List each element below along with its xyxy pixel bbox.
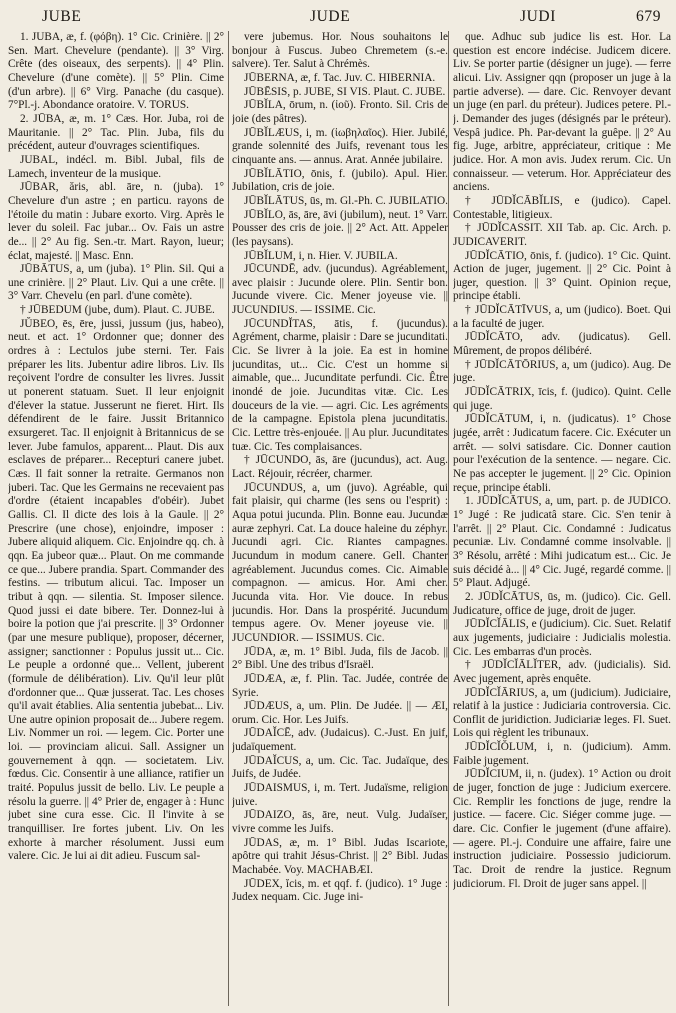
page-number: 679 (636, 8, 662, 25)
header-center-guideword: JUDE (310, 8, 351, 25)
entry-judiciarius: JŪDĬCĬĀRIUS, a, um (judicium). Judiciaire, relatif à la justice : Judiciaria controversia. Cic. Conflit de juridiction. Judiciariæ leges. Fl. Suet. Lois qui règlent les tribunaux. (453, 686, 671, 740)
entry-judicatus-2: 2. JŪDĬCĀTUS, ūs, m. (judico). Cic. Gell. Judicature, office de juge, droit de juger. (453, 590, 671, 617)
entry-judicatio: JŪDĬCĀTIO, ōnis, f. (judico). 1° Cic. Quint. Action de juger, jugement. || 2° Cic. Point à juger, question. || 3° Quint. Opinion reçue, principe établi. (453, 249, 671, 303)
entry-jubila: JŪBĬLA, ōrum, n. (ἰοῦ). Fronto. Sil. Cris de joie (des pâtres). (232, 99, 448, 125)
entry-jubeo: JŬBEO, ēs, ēre, jussi, jussum (jus, habeo), neut. et act. 1° Ordonner que; donner des ordres à : Lectulos jube sterni. Ter. Fais préparer les lits. Jubentur adire libros. Liv. Ils reçoivent l'ordre de consulter les livres. Jussit ut ponerent statuam. Suet. Il leur enjoignit d'élever la statue. Jusserunt ne fieret. Hirt. Ils défendirent de le faire. Jussit Britannico exsurgeret. Tac. Il enjoignit à Britannicus de se lever. Jube famulos, apparent... Plaut. Dis aux esclaves de préparer... Recepturi canere jubet. Cæs. Il fait sonner la retraite. Germanos non juberi. Tac. Que les Germains ne recevaient pas d'ordre (étaient incapables d'obéir). Jubet Gallis. Cl. Il dicte des lois à la Gaule. || 2° Prescrire (une chose), enjoindre, imposer : Jubere aliquid aliquem. Cic. Enjoindre qq. ch. à qqn. Ea jubeor quæ... Plaut. On me commande ce que... Jubere prandia. Spart. Commander des festins. — tributum alicui. Tac. Imposer un tribut à qqn. — silentia. St. Imposer silence. Quod jussi ei date bibere. Ter. Donnez-lui à boire la potion que j'ai prescrite. || 3° Ordonner (par une mesure publique), proposer, décerner, assigner; sanctionner : Populus jussit ut... Cic. Le peuple a ordonné que... Vellent, juberent (formule de délibération). Liv. Qu'il leur plût d'ordonner que... Quæ jusserat. Tac. Les choses qu'il avait établies. Alia sententia jubebat... Liv. Une autre opinion proposait de... Jubere regem. Liv. Nommer un roi. — legem. Cic. Porter une loi. — provinciam alicui. Sall. Assigner un gouvernement à qqn. — societatem. Liv. fœdus. Cic. Consentir à une alliance, ratifier un traité. Populus jussit de bello. Liv. Le peuple a résolu la guerre. || 4° Prier de, engager à : Hunc jubet sine cura esse. Cic. Il l'invite à se tranquilliser. Ire fortes jubent. Liv. On les exhorte à marcher résolument. Jussi eum valere. Cic. Je lui ai dit adieu. Fuscum sal- (8, 317, 224, 863)
entry-judaea: JŪDÆA, æ, f. Plin. Tac. Judée, contrée de Syrie. (232, 672, 448, 699)
entry-judicatrix: JŪDĬCĀTRIX, īcis, f. (judico). Quint. Celle qui juge. (453, 386, 671, 412)
entry-jucundus: JŪCUNDUS, a, um (juvo). Agréable, qui fait plaisir, qui charme (les sens ou l'esprit) : Aqua potui jucunda. Plin. Bonne eau. Jucundæ auræ zephyri. Cat. La douce haleine du zéphyr. Jucundi agri. Cic. Riantes campagnes. Jucundum in modum canere. Gell. Chanter agréablement. Jucundus comes. Cic. Aimable compagnon. — amicus. Hor. Ami cher. Jucunda vita. Hor. Vie douce. In rebus jucundis. Hor. Dans la prospérité. Jucundum tempus agere. Ov. Mener joyeuse vie. || JUCUNDIOR. — ISSIMUS. Cic. (232, 481, 448, 644)
entry-judicativus: † JŪDĬCĀTĪVUS, a, um (judico). Boet. Qui a la faculté de juger. (453, 304, 671, 330)
header-right-guideword: JUDI (520, 8, 556, 25)
entry-judicium: JŪDĬCIUM, ii, n. (judex). 1° Action ou droit de juger, fonction de juge : Judicium exercere. Cic. Remplir les fonctions de juge, rendre la justice. — facere. Cic. Siéger comme juge. — dare. Cic. Confier le jugement (d'une affaire). — agere. Pl.-j. Conduire une affaire, faire une instruction judiciaire. Possessio judiciorum. Tac. Droit de rendre la justice. Regnum judiciorum. Fl. Droit de juger sans appel. || (453, 768, 671, 890)
column-left (8, 31, 224, 1013)
entry-jubilatio: JŪBĬLĀTIO, ōnis, f. (jubilo). Apul. Hier. Jubilation, cris de joie. (232, 167, 448, 194)
entry-judaizo: JŪDAIZO, ās, āre, neut. Vulg. Judaïser, vivre comme les Juifs. (232, 809, 448, 836)
entry-judaice: JŪDAĬCĒ, adv. (Judaicus). C.-Just. En juif, judaïquement. (232, 727, 448, 754)
entry-judicabilis: † JŪDĬCĀBĬLIS, e (judico). Capel. Contestable, litigieux. (453, 194, 671, 221)
entry-judicassit: † JŪDĬCASSIT. XII Tab. ap. Cic. Arch. p. JUDICAVERIT. (453, 222, 671, 248)
entry-judicialiter: † JŪDĬCĬĀLĬTER, adv. (judicialis). Sid. Avec jugement, après enquête. (453, 659, 671, 685)
header-left-guideword: JUBE (42, 8, 82, 25)
entry-jubedum: † JŪBEDUM (jube, dum). Plaut. C. JUBE. (20, 304, 215, 317)
entry-jucunditas: JŪCUNDĬTAS, ātis, f. (jucundus). Agrément, charme, plaisir : Dare se jucunditati. Cic. Se livrer à la joie. Ea est in homine jucunditas, ut... Cic. C'est un homme si aimable, que... Jucunditate perfundi. Cic. Être inondé de joie. Jucunditas vitæ. Cic. Les douceurs de la vie. — agri. Cic. Les agréments de la campagne. Epistola plena jucunditatis. Cic. Lettre très-enjouée. || Au plur. Jucunditates tuæ. Cic. Tes complaisances. (232, 317, 448, 453)
column-divider-left (228, 31, 229, 1006)
entry-judicatum: JŪDĬCĀTUM, i, n. (judicatus). 1° Chose jugée, arrêt : Judicatum facere. Cic. Exécuter un arrêt. — solvi satisdare. Cic. Donner caution pour l'exécution de la sentence. — negare. Cic. Ne pas accepter le jugement. || 2° Cic. Opinion reçue, principe établi. (453, 413, 671, 494)
entry-jubilum: JŪBĬLUM, i, n. Hier. V. JUBILA. (244, 249, 398, 262)
entry-jubilo: JŪBĬLO, ās, āre, āvi (jubilum), neut. 1° Varr. Pousser des cris de joie. || 2° Act. Att. Appeler (les paysans). (232, 208, 448, 248)
entry-jubeo-continued: vere jubemus. Hor. Nous souhaitons le bonjour à Fuscus. Jubeo Chremetem (s.-e. salvere). Ter. Salut à Chrémès. (232, 31, 448, 71)
entry-jubar: JŪBAR, ăris, abl. āre, n. (juba). 1° Chevelure d'un astre ; en particu. rayons de l'étoile du matin : Jubare exorto. Virg. Après le lever du soleil. Fac jubar... Ov. Fais un astre de... || 2° Au fig. Sen.-tr. Mart. Rayon, lueur; éclat, majesté. || Masc. Enn. (8, 181, 224, 262)
entry-judicatus-1: 1. JŪDĬCĀTUS, a, um, part. p. de JUDICO. 1° Jugé : Re judicatâ stare. Cic. S'en tenir à l'arrêt. || 2° Plaut. Cic. Condamné : Judicatus pecuniæ. Liv. Condamné comme insolvable. || 3° Résolu, arrêté : Mihi judicatum est... Cic. Je suis décidé à... || 4° Cic. Jugé, regardé comme. || 5° Plaut. Adjugé. (453, 495, 671, 590)
entry-jucundo: † JŪCUNDO, ās, āre (jucundus), act. Aug. Lact. Réjouir, récréer, charmer. (232, 454, 448, 480)
entry-judex-continued: que. Adhuc sub judice lis est. Hor. La question est encore indécise. Judicem dicere. Liv. Se porter partie (désigner un juge). — ferre alicui. Liv. Assigner qqn (proposer un juge à la partie adverse). — dare. Cic. Renvoyer devant un juge (en parl. du préteur). Judices petere. Pl.-j. Demander des juges (désignés par le préteur). Vespâ judice. Ph. Par-devant la guêpe. || 2° Au fig. Juge, arbitre, appréciateur, critique : Me judice. Hor. A mon avis. Judex rerum. Cic. Un connaisseur. — veterum. Hor. Appréciateur des anciens. (453, 31, 671, 194)
entry-judaeus: JŪDÆUS, a, um. Plin. De Judée. || — ÆI, orum. Cic. Hor. Les Juifs. (232, 700, 448, 726)
entry-juberna: JŪBERNA, æ, f. Tac. Juv. C. HIBERNIA. (244, 71, 436, 84)
entry-judicialis: JŪDĬCĬĀLIS, e (judicium). Cic. Suet. Relatif aux jugements, judiciaire : Judicialis molestia. Cic. Les embarras d'un procès. (453, 618, 671, 658)
column-divider-right (448, 31, 449, 1006)
entry-judex: JŪDEX, ĭcis, m. et qqf. f. (judico). 1° Juge : Judex nequam. Cic. Juge ini- (232, 877, 448, 904)
entry-juda: JŪDA, æ, m. 1° Bibl. Juda, fils de Jacob. || 2° Bibl. Une des tribus d'Israël. (232, 645, 448, 672)
running-header (0, 4, 676, 30)
entry-judaismus: JŪDAISMUS, i, m. Tert. Judaïsme, religion juive. (232, 782, 448, 808)
entry-jubatus: JŪBĀTUS, a, um (juba). 1° Plin. Sil. Qui a une crinière. || 2° Plaut. Liv. Qui a une crête. || 3° Varr. Chevelu (en parl. d'une comète). (8, 263, 224, 303)
entry-jubilatus: JŪBĬLĀTUS, ūs, m. Gl.-Ph. C. JUBILATIO. (244, 194, 448, 207)
entry-jucunde: JŪCUNDĒ, adv. (jucundus). Agréablement, avec plaisir : Jucunde olere. Plin. Sentir bon. Jucunde vivere. Cic. Mener joyeuse vie. || JUCUNDIUS. — ISSIME. Cic. (232, 263, 448, 317)
entry-judaicus: JŪDAĬCUS, a, um. Cic. Tac. Judaïque, des Juifs, de Judée. (232, 754, 448, 781)
entry-judas: JŪDAS, æ, m. 1° Bibl. Judas Iscariote, apôtre qui trahit Jésus-Christ. || 2° Bibl. Judas Machabée. Voy. MACHABÆI. (232, 836, 448, 877)
entry-juba-2: 2. JŪBA, æ, m. 1° Cæs. Hor. Juba, roi de Mauritanie. || 2° Tac. Plin. Juba, fils du précédent, auteur d'ouvrages scientifiques. (8, 112, 224, 153)
entry-judicatorius: † JŪDĬCĀTŌRIUS, a, um (judico). Aug. De juge. (453, 358, 671, 385)
column-center (232, 31, 448, 1013)
entry-juba-1: 1. JUBA, æ, f. (φόβη). 1° Cic. Crinière. || 2° Sen. Mart. Chevelure (pendante). || 3° Virg. Crête (des oiseaux, des serpents). || 4° Plin. Chevelure (d'une comète). || 5° Plin. Cime (d'un arbre). || 6° Virg. Panache (du casque). 7°Pl.-j. Abondance oratoire. V. TORUS. (8, 31, 224, 112)
entry-jubilaeus: JŪBĬLÆUS, i, m. (ἰωβηλαῖος). Hier. Jubilé, grande solennité des Juifs, revenant tous les cinquante ans. — annus. Arat. Année jubilaire. (232, 126, 448, 166)
entry-judiciolum: JŪDĬCĬŎLUM, i, n. (judicium). Amm. Faible jugement. (453, 741, 671, 767)
entry-jubal: JUBAL, indécl. m. Bibl. Jubal, fils de Lamech, inventeur de la musique. (8, 153, 224, 180)
entry-jubesis: JŪBĒSIS, p. JUBE, SI VIS. Plaut. C. JUBE. (244, 85, 446, 98)
column-right (453, 31, 671, 1013)
entry-judicato: JŪDĬCĀTO, adv. (judicatus). Gell. Mûrement, de propos délibéré. (453, 331, 671, 358)
